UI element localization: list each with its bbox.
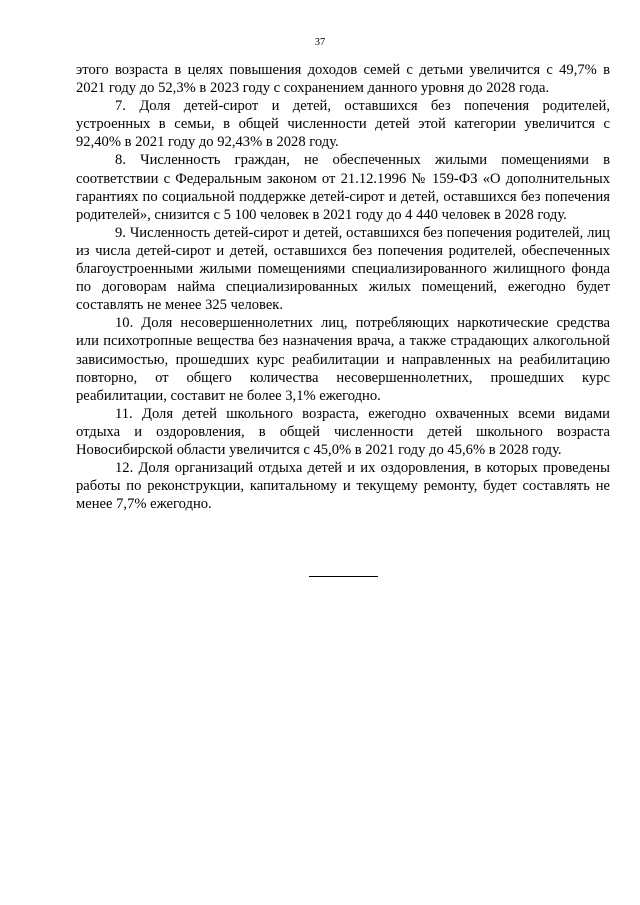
paragraph-item-9: 9. Численность детей-сирот и детей, оставшихся без попечения родителей, лиц из числа детей-сирот и детей, оставшихся без попечения родителей, обеспеченных благоустроенными жилыми помещениями специализированного жилищного фонда по договорам найма специализированных жилых помещений, ежегодно будет составлять не менее 325 человек. (76, 224, 610, 314)
page-number: 37 (314, 37, 326, 48)
paragraph-item-8: 8. Численность граждан, не обеспеченных жилыми помещениями в соответствии с Федеральным законом от 21.12.1996 № 159-ФЗ «О дополнительных гарантиях по социальной поддержке детей-сирот и детей, оставшихся без попечения родителей», снизится с 5 100 человек в 2021 году до 4 440 человек в 2028 году. (76, 152, 610, 223)
paragraph-item-12: 12. Доля организаций отдыха детей и их оздоровления, в которых проведены работы по реконструкции, капитальному и текущему ремонту, будет составлять не менее 7,7% ежегодно. (76, 460, 610, 513)
paragraph-item-10: 10. Доля несовершеннолетних лиц, потребляющих наркотические средства или психотропные вещества без назначения врача, а также страдающих алкогольной зависимостью, прошедших курс реабилитации и направленных на реабилитацию повторно, от общего количества несовершеннолетних, прошедших курс реабилитации, составит не более 3,1% ежегодно. (76, 315, 610, 404)
paragraph-item-11: 11. Доля детей школьного возраста, ежегодно охваченных всеми видами отдыха и оздоровления, в общей численности детей школьного возраста Новосибирской области увеличится с 45,0% в 2021 году до 45,6% в 2028 году. (76, 405, 610, 458)
document-body (76, 61, 610, 513)
end-of-text-rule (309, 576, 378, 577)
paragraph-item-7: 7. Доля детей-сирот и детей, оставшихся без попечения родителей, устроенных в семьи, в общей численности детей этой категории увеличится с 92,40% в 2021 году до 92,43% в 2028 году. (76, 98, 610, 151)
paragraph-continuation: этого возраста в целях повышения доходов семей с детьми увеличится с 49,7% в 2021 году до 52,3% в 2023 году с сохранением данного уровня до 2028 года. (76, 62, 610, 97)
